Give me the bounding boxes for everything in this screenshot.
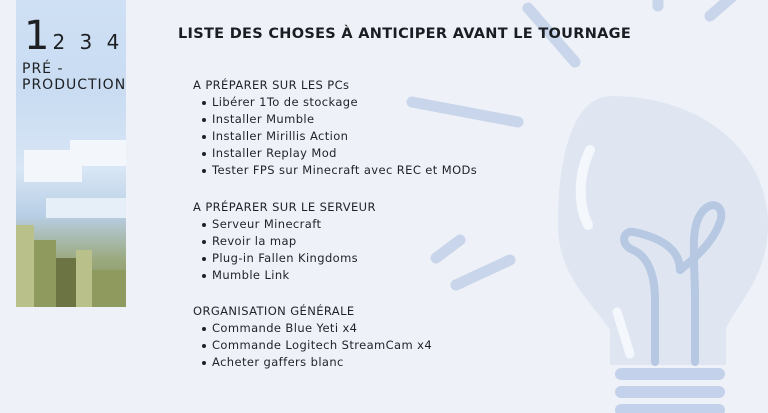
list-item: Acheter gaffers blanc	[193, 354, 432, 371]
section-server	[193, 199, 376, 284]
list-item: Tester FPS sur Minecraft avec REC et MODs	[193, 162, 477, 179]
list-item: Commande Blue Yeti x4	[193, 320, 432, 337]
list-item: Installer Replay Mod	[193, 145, 477, 162]
section-title: ORGANISATION GÉNÉRALE	[193, 304, 355, 318]
list-item: Mumble Link	[193, 267, 376, 284]
list-item: Revoir la map	[193, 233, 376, 250]
list-item: Plug-in Fallen Kingdoms	[193, 250, 376, 267]
section-title: A PRÉPARER SUR LE SERVEUR	[193, 200, 376, 214]
checklist	[193, 320, 432, 371]
section-pcs	[193, 77, 477, 179]
lightbulb-icon	[400, 0, 768, 413]
current-step-number: 1	[24, 13, 50, 59]
list-item: Installer Mirillis Action	[193, 128, 477, 145]
step-indicator	[24, 13, 124, 59]
phase-label: PRÉ - PRODUCTION	[22, 61, 127, 93]
section-general	[193, 303, 432, 371]
other-step-numbers: 2 3 4	[52, 30, 124, 54]
list-item: Installer Mumble	[193, 111, 477, 128]
checklist	[193, 94, 477, 179]
list-item: Serveur Minecraft	[193, 216, 376, 233]
page-title: LISTE DES CHOSES À ANTICIPER AVANT LE TOURNAGE	[178, 26, 632, 42]
list-item: Commande Logitech StreamCam x4	[193, 337, 432, 354]
list-item: Libérer 1To de stockage	[193, 94, 477, 111]
section-title: A PRÉPARER SUR LES PCs	[193, 78, 350, 92]
checklist	[193, 216, 376, 284]
